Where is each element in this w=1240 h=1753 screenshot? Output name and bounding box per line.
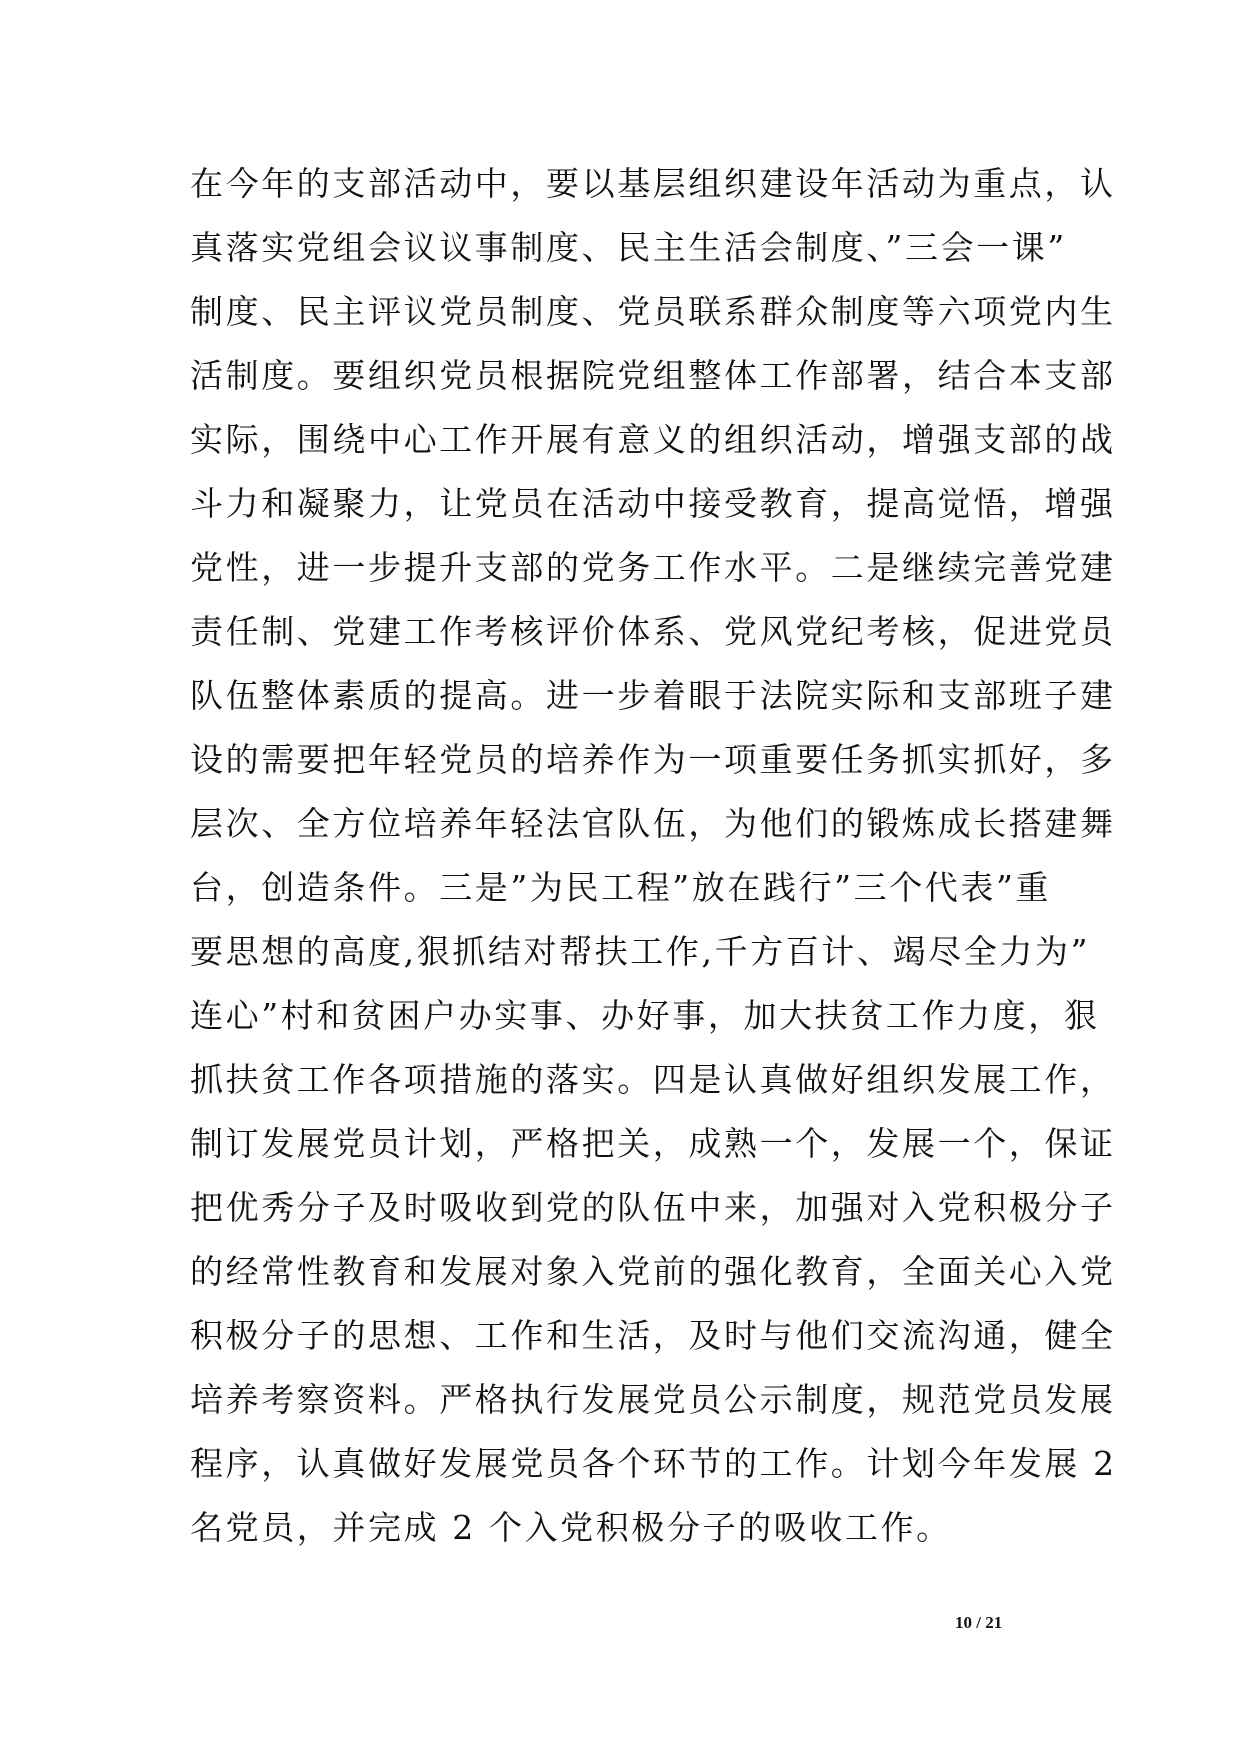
text-line: 真落实党组会议议事制度、民主生活会制度、”三会一课” [190,228,1067,267]
text-line: 队伍整体素质的提高。进一步着眼于法院实际和支部班子建 [190,676,1116,715]
text-line: 实际，围绕中心工作开展有意义的组织活动，增强支部的战 [190,420,1116,459]
text-line: 层次、全方位培养年轻法官队伍，为他们的锻炼成长搭建舞 [190,804,1116,843]
text-line: 积极分子的思想、工作和生活，及时与他们交流沟通，健全 [190,1316,1116,1355]
text-line: 要思想的高度,狠抓结对帮扶工作,千方百计、竭尽全力为” [190,932,1091,971]
text-line: 制订发展党员计划，严格把关，成熟一个，发展一个，保证 [190,1124,1116,1163]
body-paragraph [190,152,1117,1560]
text-line: 制度、民主评议党员制度、党员联系群众制度等六项党内生 [190,292,1116,331]
text-line: 把优秀分子及时吸收到党的队伍中来，加强对入党积极分子 [190,1188,1116,1227]
text-line: 在今年的支部活动中，要以基层组织建设年活动为重点，认 [190,164,1116,203]
text-line: 连心”村和贫困户办实事、办好事，加大扶贫工作力度，狠 [190,996,1100,1035]
text-line: 责任制、党建工作考核评价体系、党风党纪考核，促进党员 [190,612,1116,651]
text-line: 斗力和凝聚力，让党员在活动中接受教育，提高觉悟，增强 [190,484,1116,523]
text-line: 活制度。要组织党员根据院党组整体工作部署，结合本支部 [190,356,1116,395]
text-line: 党性，进一步提升支部的党务工作水平。二是继续完善党建 [190,548,1116,587]
text-line: 培养考察资料。严格执行发展党员公示制度，规范党员发展 [190,1380,1116,1419]
page-number: 10 / 21 [955,1613,1003,1632]
text-line: 的经常性教育和发展对象入党前的强化教育，全面关心入党 [190,1252,1116,1291]
text-line: 台，创造条件。三是”为民工程”放在践行”三个代表”重 [190,868,1052,907]
text-line: 名党员，并完成 2 个入党积极分子的吸收工作。 [190,1508,952,1547]
text-line: 程序，认真做好发展党员各个环节的工作。计划今年发展 2 [190,1444,1117,1483]
text-line: 抓扶贫工作各项措施的落实。四是认真做好组织发展工作， [190,1060,1116,1099]
text-line: 设的需要把年轻党员的培养作为一项重要任务抓实抓好，多 [190,740,1116,779]
